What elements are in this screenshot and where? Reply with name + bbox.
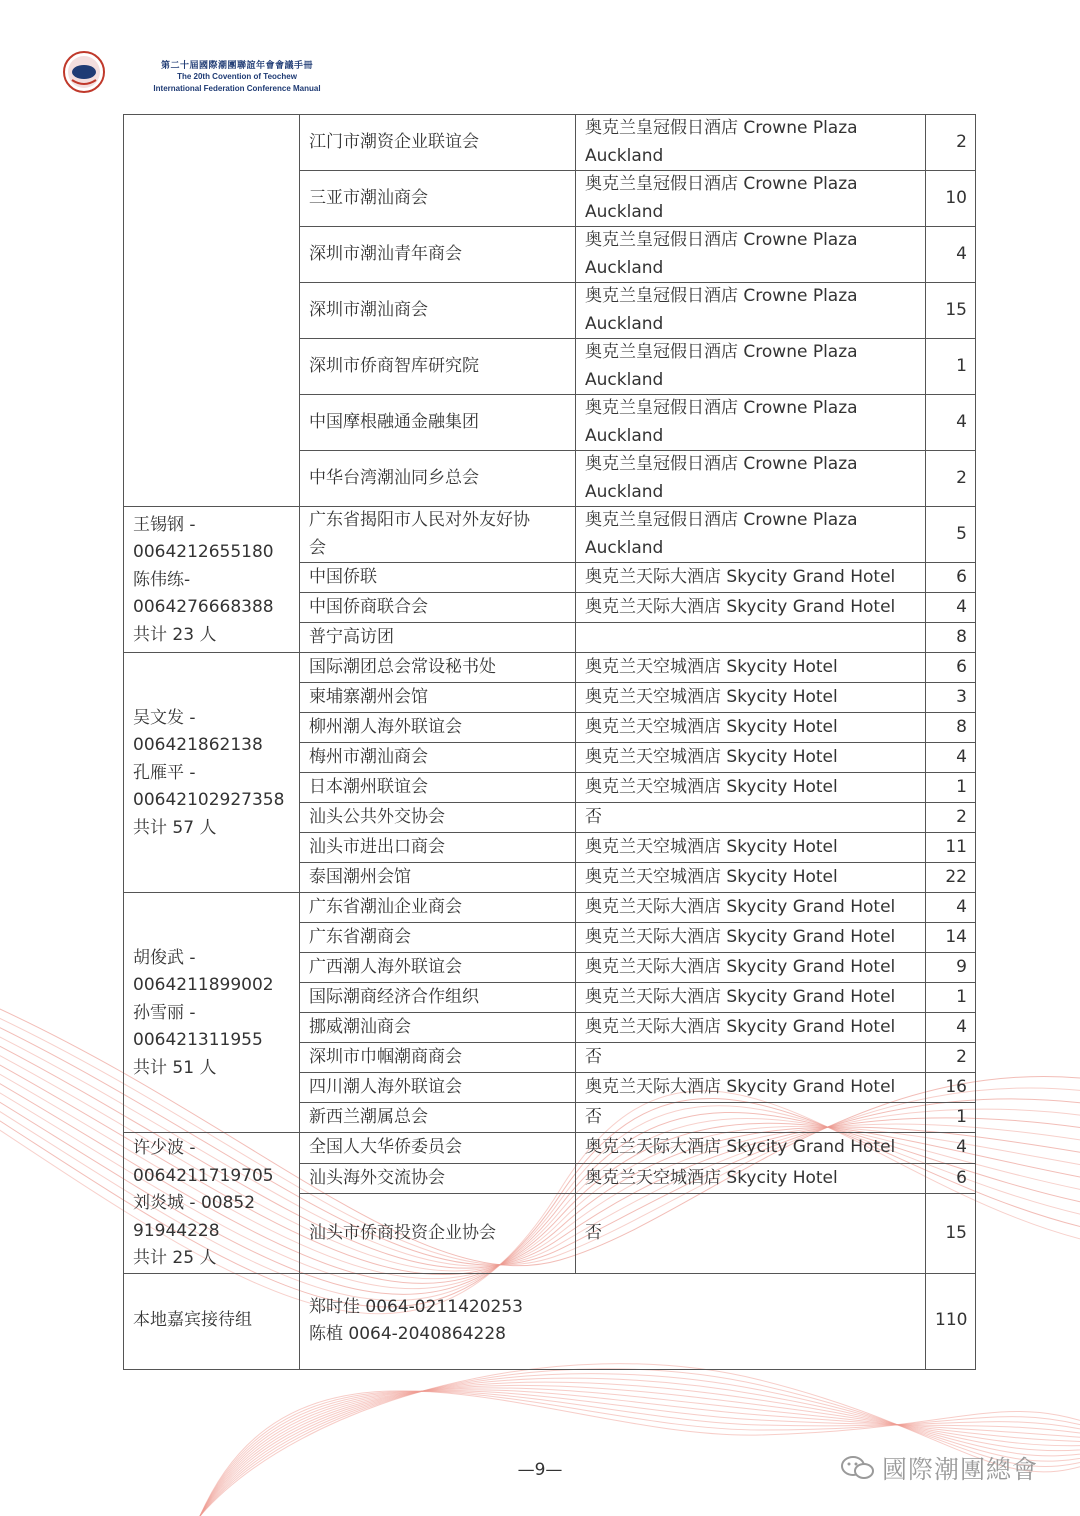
count-cell: 2 — [926, 803, 976, 833]
contact-cell-line: 006421311955 — [133, 1030, 263, 1051]
contact-cell — [124, 893, 300, 1133]
hotel-cell-line: 否 — [585, 806, 602, 827]
organization-cell-line: 普宁高访团 — [309, 626, 394, 647]
hotel-cell — [576, 339, 926, 395]
organization-cell-line: 深圳市侨商智库研究院 — [309, 355, 479, 376]
hotel-cell-line: 奥克兰天空城酒店 Skycity Hotel — [585, 656, 838, 677]
hotel-cell-line: Auckland — [585, 425, 664, 446]
organization-cell — [300, 1073, 576, 1103]
organization-cell — [300, 803, 576, 833]
table-row — [124, 507, 976, 563]
hotel-cell — [576, 953, 926, 983]
hotel-cell — [576, 171, 926, 227]
count-cell: 11 — [926, 833, 976, 863]
hotel-cell — [576, 803, 926, 833]
organization-cell-line: 深圳市潮汕青年商会 — [309, 243, 462, 264]
organization-cell — [300, 283, 576, 339]
organization-cell-line: 梅州市潮汕商会 — [309, 746, 428, 767]
hotel-cell — [576, 743, 926, 773]
count-cell: 3 — [926, 683, 976, 713]
count-cell: 4 — [926, 227, 976, 283]
hotel-cell — [576, 713, 926, 743]
hotel-cell-line: 奥克兰天际大酒店 Skycity Grand Hotel — [585, 1016, 896, 1037]
watermark — [840, 1450, 1038, 1486]
hotel-cell-line: 奥克兰天际大酒店 Skycity Grand Hotel — [585, 1137, 896, 1158]
organization-cell-line: 泰国潮州会馆 — [309, 866, 411, 887]
count-cell: 2 — [926, 451, 976, 507]
contact-cell-line: 共计 51 人 — [133, 1057, 217, 1078]
hotel-cell — [576, 1013, 926, 1043]
hotel-cell-line: 奥克兰天际大酒店 Skycity Grand Hotel — [585, 986, 896, 1007]
organization-cell — [300, 683, 576, 713]
count-cell: 1 — [926, 1103, 976, 1133]
organization-cell-line: 新西兰潮属总会 — [309, 1106, 428, 1127]
contact-cell-line: 91944228 — [133, 1220, 220, 1241]
hotel-cell-line: Auckland — [585, 537, 664, 558]
hotel-cell — [576, 863, 926, 893]
contact-cell-line: 共计 25 人 — [133, 1248, 217, 1268]
hotel-cell-line: 奥克兰天际大酒店 Skycity Grand Hotel — [585, 1076, 896, 1097]
hotel-cell — [576, 833, 926, 863]
count-cell: 4 — [926, 1133, 976, 1164]
organization-cell — [300, 171, 576, 227]
organization-cell-line: 广东省揭阳市人民对外友好协 — [309, 510, 530, 530]
organization-cell-line: 柬埔寨潮州会馆 — [309, 686, 428, 707]
organization-cell-line: 广东省潮汕企业商会 — [309, 896, 462, 917]
organization-cell-line: 汕头公共外交协会 — [309, 806, 445, 827]
table-row — [124, 893, 976, 923]
organization-cell — [300, 339, 576, 395]
organization-cell-line: 中华台湾潮汕同乡总会 — [309, 467, 479, 488]
organization-cell-line: 会 — [309, 537, 326, 558]
organization-cell — [300, 115, 576, 171]
hotel-cell — [576, 893, 926, 923]
count-cell: 16 — [926, 1073, 976, 1103]
contact-cell-line: 胡俊武 - — [133, 947, 196, 968]
contact-cell-line: 0064276668388 — [133, 597, 274, 618]
organization-cell — [300, 1163, 576, 1194]
table-row — [124, 1133, 976, 1164]
count-cell: 4 — [926, 743, 976, 773]
contact-cell-line: 王锡钢 - — [133, 514, 196, 535]
contact-cell — [124, 653, 300, 893]
hotel-cell-line: Auckland — [585, 201, 664, 222]
contact-cell-line: 0064212655180 — [133, 542, 274, 563]
hotel-cell-line: 奥克兰天际大酒店 Skycity Grand Hotel — [585, 956, 896, 977]
organization-cell-line: 广东省潮商会 — [309, 926, 411, 947]
wechat-icon — [840, 1455, 876, 1481]
header-title-en-2: International Federation Conference Manual — [153, 84, 321, 93]
count-cell: 4 — [926, 1013, 976, 1043]
organization-cell-line: 中国侨商联合会 — [309, 596, 428, 617]
count-cell: 8 — [926, 713, 976, 743]
organization-cell — [300, 1194, 576, 1273]
hotel-cell-line: Auckland — [585, 313, 664, 334]
hotel-cell — [576, 1073, 926, 1103]
contact-cell-line: 006421862138 — [133, 735, 263, 756]
local-reception-label: 本地嘉宾接待组 — [124, 1273, 300, 1369]
contact-cell-line: 00642102927358 — [133, 790, 285, 811]
hotel-cell-line: 奥克兰皇冠假日酒店 Crowne Plaza — [585, 454, 858, 474]
organization-cell-line: 柳州潮人海外联谊会 — [309, 716, 462, 737]
organization-cell — [300, 507, 576, 563]
contact-cell-line: 孙雪丽 - — [133, 1002, 196, 1023]
hotel-cell-line: 奥克兰天际大酒店 Skycity Grand Hotel — [585, 896, 896, 917]
organization-cell-line: 深圳市潮汕商会 — [309, 299, 428, 320]
count-cell: 4 — [926, 893, 976, 923]
count-cell: 1 — [926, 983, 976, 1013]
organization-cell-line: 全国人大华侨委员会 — [309, 1137, 462, 1158]
hotel-cell — [576, 227, 926, 283]
hotel-cell — [576, 983, 926, 1013]
organization-cell — [300, 923, 576, 953]
contact-cell — [124, 507, 300, 653]
organization-cell-line: 中国侨联 — [309, 566, 377, 587]
hotel-cell-line: 否 — [585, 1222, 602, 1243]
hotel-cell-line: 奥克兰皇冠假日酒店 Crowne Plaza — [585, 230, 858, 250]
hotel-cell — [576, 623, 926, 653]
organization-cell-line: 日本潮州联谊会 — [309, 776, 428, 797]
hotel-cell-line: Auckland — [585, 481, 664, 502]
organization-cell — [300, 1043, 576, 1073]
contact-cell-line: 刘炎城 - 00852 — [133, 1193, 256, 1213]
count-cell: 15 — [926, 1194, 976, 1273]
organization-cell-line: 汕头市侨商投资企业协会 — [309, 1222, 496, 1243]
organization-cell-line: 汕头海外交流协会 — [309, 1167, 445, 1188]
hotel-cell — [576, 1133, 926, 1164]
hotel-cell — [576, 115, 926, 171]
hotel-cell-line: 奥克兰皇冠假日酒店 Crowne Plaza — [585, 174, 858, 194]
hotel-cell — [576, 1103, 926, 1133]
hotel-cell — [576, 653, 926, 683]
organization-cell-line: 国际潮商经济合作组织 — [309, 986, 479, 1007]
count-cell: 6 — [926, 563, 976, 593]
count-cell: 1 — [926, 339, 976, 395]
hotel-cell-line: 奥克兰天际大酒店 Skycity Grand Hotel — [585, 566, 896, 587]
hotel-cell-line: 奥克兰天空城酒店 Skycity Hotel — [585, 716, 838, 737]
organization-cell — [300, 227, 576, 283]
count-cell: 5 — [926, 507, 976, 563]
organization-cell — [300, 743, 576, 773]
organization-cell — [300, 451, 576, 507]
hotel-cell-line: 奥克兰天空城酒店 Skycity Hotel — [585, 746, 838, 767]
hotel-cell-line: Auckland — [585, 145, 664, 166]
contact-cell — [124, 115, 300, 507]
hotel-cell — [576, 683, 926, 713]
organization-cell — [300, 653, 576, 683]
federation-logo-icon — [62, 50, 106, 94]
count-cell: 4 — [926, 395, 976, 451]
organization-cell-line: 中国摩根融通金融集团 — [309, 411, 479, 432]
hotel-cell-line: 奥克兰天空城酒店 Skycity Hotel — [585, 836, 838, 857]
organization-cell — [300, 623, 576, 653]
organization-cell-line: 广西潮人海外联谊会 — [309, 956, 462, 977]
local-reception-contacts-line: 陈植 0064-2040864228 — [309, 1324, 506, 1344]
local-reception-row — [124, 1273, 976, 1369]
hotel-cell — [576, 563, 926, 593]
hotel-cell-line: 奥克兰皇冠假日酒店 Crowne Plaza — [585, 510, 858, 530]
count-cell: 8 — [926, 623, 976, 653]
organization-cell — [300, 1103, 576, 1133]
watermark-text: 國際潮團總會 — [882, 1455, 1039, 1484]
hotel-cell-line: 奥克兰天际大酒店 Skycity Grand Hotel — [585, 926, 896, 947]
count-cell: 10 — [926, 171, 976, 227]
contact-cell — [124, 1133, 300, 1274]
hotel-cell — [576, 1194, 926, 1273]
organization-cell — [300, 833, 576, 863]
hotel-cell-line: 奥克兰天际大酒店 Skycity Grand Hotel — [585, 596, 896, 617]
contact-cell-line: 共计 57 人 — [133, 817, 217, 838]
count-cell: 6 — [926, 653, 976, 683]
table-row — [124, 653, 976, 683]
hotel-cell-line: 否 — [585, 1046, 602, 1067]
wave-line — [200, 1369, 1080, 1516]
count-cell: 1 — [926, 773, 976, 803]
organization-cell — [300, 893, 576, 923]
organization-cell-line: 深圳市巾帼潮商商会 — [309, 1046, 462, 1067]
count-cell: 2 — [926, 115, 976, 171]
hotel-cell — [576, 593, 926, 623]
hotel-cell — [576, 923, 926, 953]
hotel-cell-line: 奥克兰皇冠假日酒店 Crowne Plaza — [585, 398, 858, 418]
local-reception-contacts-line: 郑时佳 0064-0211420253 — [309, 1296, 523, 1317]
hotel-cell-line: 奥克兰皇冠假日酒店 Crowne Plaza — [585, 118, 858, 138]
hotel-cell — [576, 507, 926, 563]
contact-cell-line: 0064211899002 — [133, 975, 274, 996]
hotel-cell-line: 否 — [585, 1106, 602, 1127]
hotel-cell-line: 奥克兰皇冠假日酒店 Crowne Plaza — [585, 286, 858, 306]
hotel-cell — [576, 773, 926, 803]
organization-cell-line: 汕头市进出口商会 — [309, 836, 445, 857]
hotel-cell — [576, 395, 926, 451]
count-cell: 4 — [926, 593, 976, 623]
header-title-cn: 第二十屆國際潮團聯誼年會會議手冊 — [160, 60, 313, 70]
count-cell: 22 — [926, 863, 976, 893]
count-cell: 15 — [926, 283, 976, 339]
organization-cell — [300, 983, 576, 1013]
organization-cell-line: 江门市潮资企业联谊会 — [309, 131, 479, 152]
contact-cell-line: 吴文发 - — [133, 707, 196, 728]
local-reception-contacts — [300, 1273, 926, 1369]
organization-cell — [300, 593, 576, 623]
organization-cell — [300, 773, 576, 803]
count-cell: 6 — [926, 1163, 976, 1194]
organization-cell — [300, 713, 576, 743]
organization-cell — [300, 953, 576, 983]
delegation-table — [123, 114, 976, 1370]
organization-cell-line: 三亚市潮汕商会 — [309, 187, 428, 208]
organization-cell-line: 国际潮团总会常设秘书处 — [309, 656, 496, 677]
table-row — [124, 115, 976, 171]
hotel-cell-line: 奥克兰天空城酒店 Skycity Hotel — [585, 866, 838, 887]
contact-cell-line: 陈伟练- — [133, 569, 191, 590]
hotel-cell-line: Auckland — [585, 369, 664, 390]
organization-cell — [300, 863, 576, 893]
delegation-table-body — [124, 115, 976, 1370]
wave-line — [200, 1374, 1080, 1516]
organization-cell — [300, 1013, 576, 1043]
hotel-cell — [576, 451, 926, 507]
header-title-en-1: The 20th Covention of Teochew — [177, 72, 297, 81]
hotel-cell-line: 奥克兰天空城酒店 Skycity Hotel — [585, 1167, 838, 1188]
hotel-cell-line: 奥克兰皇冠假日酒店 Crowne Plaza — [585, 342, 858, 362]
contact-cell-line: 许少波 - — [133, 1138, 196, 1158]
organization-cell — [300, 1133, 576, 1164]
organization-cell-line: 挪威潮汕商会 — [309, 1016, 411, 1037]
organization-cell — [300, 395, 576, 451]
contact-cell-line: 共计 23 人 — [133, 624, 217, 645]
hotel-cell-line: 奥克兰天空城酒店 Skycity Hotel — [585, 686, 838, 707]
local-reception-count: 110 — [926, 1273, 976, 1369]
count-cell: 9 — [926, 953, 976, 983]
contact-cell-line: 0064211719705 — [133, 1165, 274, 1186]
hotel-cell-line: 奥克兰天空城酒店 Skycity Hotel — [585, 776, 838, 797]
hotel-cell — [576, 283, 926, 339]
hotel-cell-line: Auckland — [585, 257, 664, 278]
page-number: —9— — [517, 1460, 563, 1480]
contact-cell-line: 孔雁平 - — [133, 762, 196, 783]
hotel-cell — [576, 1043, 926, 1073]
header-text — [102, 59, 372, 95]
hotel-cell — [576, 1163, 926, 1194]
count-cell: 14 — [926, 923, 976, 953]
organization-cell-line: 四川潮人海外联谊会 — [309, 1076, 462, 1097]
organization-cell — [300, 563, 576, 593]
count-cell: 2 — [926, 1043, 976, 1073]
